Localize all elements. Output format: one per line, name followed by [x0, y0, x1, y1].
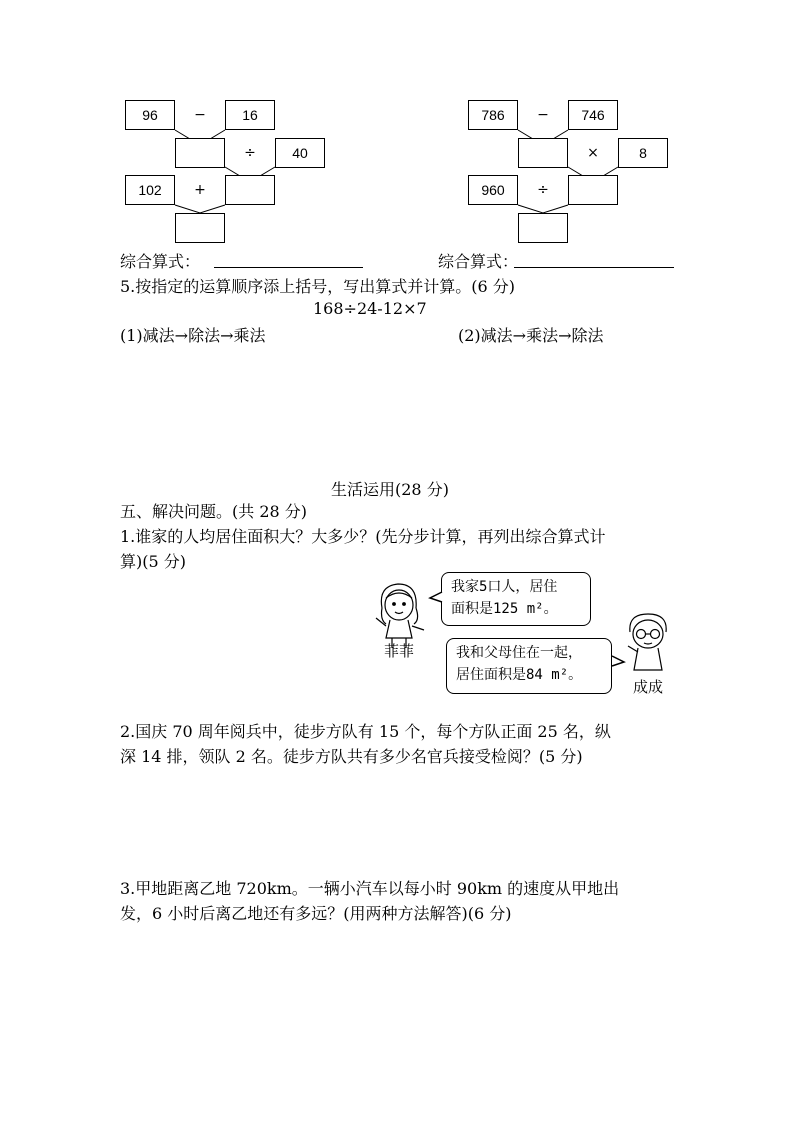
q5-part1: (1)减法→除法→乘法	[120, 326, 266, 345]
right-divide-sign: ÷	[537, 182, 549, 198]
right-blank-2[interactable]	[568, 175, 618, 205]
q5-expression: 168÷24-12×7	[313, 299, 427, 318]
speech-bubble-feifei	[441, 572, 591, 626]
left-operand-a: 96	[125, 100, 175, 130]
problem3-line1: 3.甲地距离乙地 720km。一辆小汽车以每小时 90km 的速度从甲地出	[120, 879, 620, 898]
right-minus-sign: −	[537, 107, 549, 123]
bubble2-line2: 居住面积是84 m²。	[456, 667, 583, 683]
right-blank-result[interactable]	[518, 213, 568, 243]
right-operand-d: 960	[468, 175, 518, 205]
left-operand-d: 102	[125, 175, 175, 205]
left-composite-answer-line[interactable]	[214, 267, 363, 268]
right-blank-1[interactable]	[518, 138, 568, 168]
bubble1-line1: 我家5口人，居住	[451, 579, 558, 595]
name-feifei: 菲菲	[384, 642, 415, 660]
problem1-line1: 1.谁家的人均居住面积大？大多少？(先分步计算，再列出综合算式计	[120, 527, 606, 546]
problem2-line2: 深 14 排，领队 2 名。徒步方队共有多少名官兵接受检阅？(5 分)	[120, 747, 583, 766]
boy-chengcheng-illustration	[618, 610, 676, 676]
q5-title: 5.按指定的运算顺序添上括号，写出算式并计算。(6 分)	[120, 277, 516, 296]
left-divide-sign: ÷	[244, 145, 256, 161]
bubble1-tail	[428, 590, 444, 604]
left-composite-label: 综合算式：	[120, 252, 201, 271]
right-operand-b: 746	[568, 100, 618, 130]
problem3-line2: 发，6 小时后离乙地还有多远？(用两种方法解答)(6 分)	[120, 904, 512, 923]
bubble1-line2: 面积是125 m²。	[451, 601, 558, 617]
right-operand-a: 786	[468, 100, 518, 130]
right-composite-label: 综合算式：	[438, 252, 519, 271]
tree-right-connectors	[0, 0, 794, 260]
left-operand-c: 40	[275, 138, 325, 168]
bubble2-line1: 我和父母住在一起，	[456, 645, 582, 661]
right-operand-c: 8	[618, 138, 668, 168]
left-minus-sign: −	[194, 107, 206, 123]
name-chengcheng: 成成	[633, 678, 664, 696]
left-operand-b: 16	[225, 100, 275, 130]
problem2-line1: 2.国庆 70 周年阅兵中，徒步方队有 15 个，每个方队正面 25 名，纵	[120, 722, 611, 741]
left-plus-sign: +	[194, 182, 206, 198]
right-times-sign: ×	[587, 145, 599, 161]
section-title: 五、解决问题。(共 28 分)	[120, 502, 308, 521]
q5-part2: (2)减法→乘法→除法	[458, 326, 604, 345]
section-heading: 生活运用(28 分)	[331, 480, 449, 499]
right-composite-answer-line[interactable]	[514, 267, 674, 268]
problem1-line2: 算)(5 分)	[120, 552, 186, 571]
speech-bubble-chengcheng	[446, 638, 612, 694]
